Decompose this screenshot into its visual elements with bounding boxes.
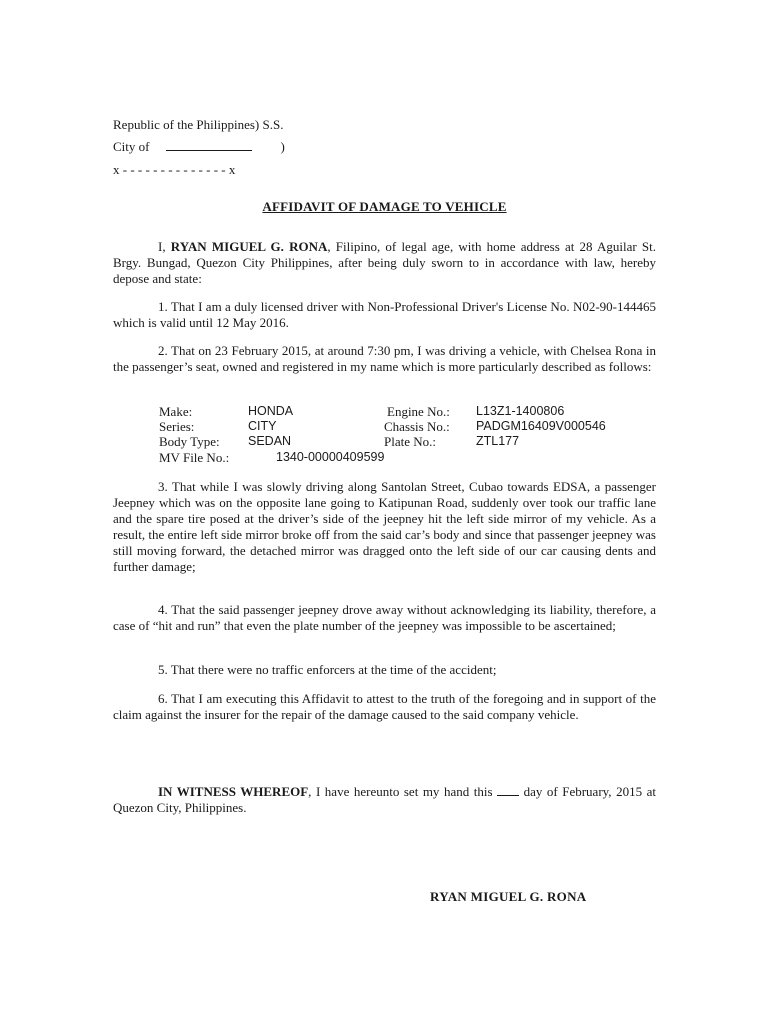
plate-value: ZTL177 [476,434,520,448]
intro-prefix: I, [158,239,171,254]
body-type-label: Body Type: [159,434,220,449]
mv-file-value: 1340-00000409599 [276,450,385,464]
paragraph-4 [113,602,656,634]
engine-label: Engine No.: [387,404,450,419]
paragraph-5 [113,662,656,678]
document-title: AFFIDAVIT OF DAMAGE TO VEHICLE [262,199,507,214]
signature-name: RYAN MIGUEL G. RONA [430,889,587,904]
paragraph-3-text: 3. That while I was slowly driving along Santolan Street, Cubao towards EDSA, a passenger Jeepney which was on the opposite lane going to Katipunan Road, suddenly over took our traffic lane and the spare tire posed at the driver’s side of the jeepney hit the left side mirror of my vehicle. As a result, the entire left side mirror broke off from the said car’s body and since that passenger jeepney was still moving forward, the detached mirror was dragged onto the left side of our car causing dents and further damage; [113,479,656,574]
paragraph-5-text: 5. That there were no traffic enforcers at the time of the accident; [158,662,497,677]
paragraph-1-text: 1. That I am a duly licensed driver with Non-Professional Driver's License No. N02-90-144465 which is valid until 12 May 2016. [113,299,656,330]
plate-label: Plate No.: [384,434,436,449]
paragraph-1 [113,299,656,331]
witness-paragraph [113,784,656,816]
paragraph-3 [113,479,656,575]
witness-text-1: , I have hereunto set my hand this [308,784,498,799]
body-type-value: SEDAN [248,434,292,448]
city-line [113,139,285,155]
intro-rest: , Filipino, of legal age, with home address at 28 Aguilar St. Brgy. Bungad, Quezon City Philippines, after being duly sworn to in accordance with law, hereby depose and state: [113,239,656,286]
paragraph-6-text: 6. That I am executing this Affidavit to attest to the truth of the foregoing and in support of the claim against the insurer for the repair of the damage caused to the said company vehicle. [113,691,656,722]
witness-lead: IN WITNESS WHEREOF [158,784,309,799]
series-label: Series: [159,419,195,434]
series-value: CITY [248,419,277,433]
paragraph-2 [113,343,656,375]
make-value: HONDA [248,404,294,418]
mv-file-label: MV File No.: [159,450,230,465]
make-label: Make: [159,404,193,419]
engine-value: L13Z1-1400806 [476,404,565,418]
intro-paragraph [113,239,656,287]
paragraph-4-text: 4. That the said passenger jeepney drove away without acknowledging its liability, therefore, a case of “hit and run” that even the plate number of the jeepney was impossible to be ascertained; [113,602,656,633]
city-close: ) [280,139,285,154]
day-blank [497,784,519,796]
affiant-name: RYAN MIGUEL G. RONA [170,239,328,254]
paragraph-6 [113,691,656,723]
paragraph-2-text: 2. That on 23 February 2015, at around 7:30 pm, I was driving a vehicle, with Chelsea Rona in the passenger’s seat, owned and registered in my name which is more particularly described as follows: [113,343,656,374]
chassis-label: Chassis No.: [384,419,450,434]
chassis-value: PADGM16409V000546 [476,419,606,433]
city-blank [166,139,252,151]
republic-line: Republic of the Philippines) S.S. [113,117,284,132]
city-label: City of [113,139,150,154]
separator-line: x - - - - - - - - - - - - - - x [113,162,236,177]
witness-text-2: day of February, 2015 at Quezon City, Philippines. [113,784,656,815]
